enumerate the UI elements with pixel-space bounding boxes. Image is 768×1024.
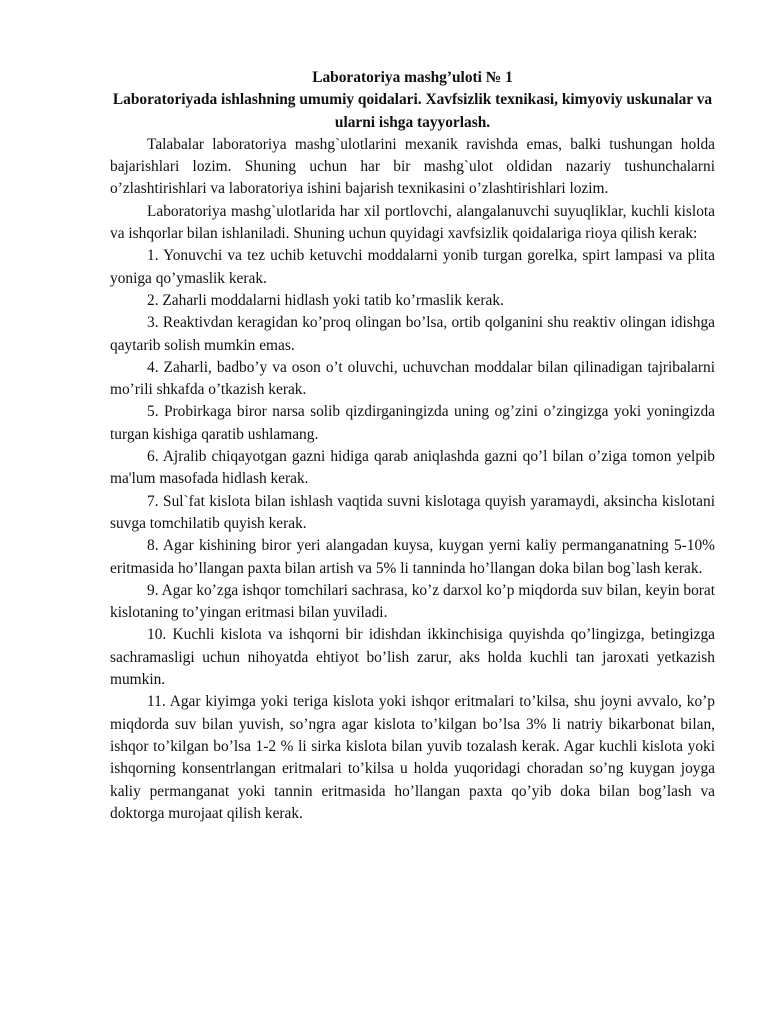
intro-paragraph: Talabalar laboratoriya mashg`ulotlarini mexanik ravishda emas, balki tushungan holda bajarishlari lozim. Shuning uchun har bir mashg`ulot oldidan nazariy tushunchalarni o’zlashtirishlari va laboratoriya ishini bajarish texnikasini o’zlashtirishlari lozim. bbox=[110, 135, 715, 198]
rule-4: 4. Zaharli, badbo’y va oson o’t oluvchi, uchuvchan moddalar bilan qilinadigan tajribalarni mo’rili shkafda o’tkazish kerak. bbox=[110, 358, 715, 399]
rule-11: 11. Agar kiyimga yoki teriga kislota yoki ishqor eritmalari to’kilsa, shu joyni avvalo, ko’p miqdorda suv bilan yuvish, so’ngra agar kislota to’kilgan bo’lsa 3% li natriy bikarbonat bilan, ishqor to’kilgan bo’lsa 1-2 % li sirka kislota bilan yuvib tozalash kerak. Agar kuchli kislota yoki ishqorning konsentrlangan eritmalari to’kilsa u holda yuqoridagi choradan so’ng kuygan joyga kaliy permanganat yoki tannin eritmasida ho’llangan paxta qo’yib doka bilan bog’lash va doktorga murojaat qilish kerak. bbox=[110, 693, 715, 822]
document-heading bbox=[110, 67, 715, 134]
rule-10: 10. Kuchli kislota va ishqorni bir idishdan ikkinchisiga quyishda qo’lingizga, betingizga sachramasligi uchun nihoyatda ehtiyot bo’lish zarur, aks holda kuchli tan jaroxati yetkazish mumkin. bbox=[110, 626, 715, 689]
rule-6: 6. Ajralib chiqayotgan gazni hidiga qarab aniqlashda gazni qo’l bilan o’ziga tomon yelpib ma'lum masofada hidlash kerak. bbox=[110, 448, 715, 488]
document-subtitle: Laboratoriyada ishlashning umumiy qoidalari. Xavfsizlik texnikasi, kimyoviy uskunalar va ularni ishga tayyorlash. bbox=[112, 91, 713, 131]
rule-9: 9. Agar ko’zga ishqor tomchilari sachrasa, ko’z darxol ko’p miqdorda suv bilan, keyin borat kislotaning to’yingan eritmasi bilan yuviladi. bbox=[110, 581, 715, 622]
rule-8: 8. Agar kishining biror yeri alangadan kuysa, kuygan yerni kaliy permanganatning 5-10% eritmasida ho’llangan paxta bilan artish va 5% li tanninda ho’llangan doka bilan bog`lash kerak. bbox=[110, 537, 715, 577]
document-title: Laboratoriya mashg’uloti № 1 bbox=[312, 69, 513, 86]
rule-7: 7. Sul`fat kislota bilan ishlash vaqtida suvni kislotaga quyish yaramaydi, aksincha kislotani suvga tomchilatib quyish kerak. bbox=[110, 492, 715, 532]
safety-intro-paragraph: Laboratoriya mashg`ulotlarida har xil portlovchi, alangalanuvchi suyuqliklar, kuchli kislota va ishqorlar bilan ishlaniladi. Shuning uchun quyidagi xavfsizlik qoidalariga rioya qilish kerak: bbox=[110, 202, 715, 243]
rule-3: 3. Reaktivdan keragidan ko’proq olingan bo’lsa, ortib qolganini shu reaktiv olingan idishga qaytarib solish mumkin emas. bbox=[110, 314, 715, 354]
rule-2: 2. Zaharli moddalarni hidlash yoki tatib ko’rmaslik kerak. bbox=[147, 291, 504, 309]
rule-1: 1. Yonuvchi va tez uchib ketuvchi moddalarni yonib turgan gorelka, spirt lampasi va plita yoniga qo’ymaslik kerak. bbox=[110, 247, 715, 287]
rule-5: 5. Probirkaga biror narsa solib qizdirganingizda uning og’zini o’zingizga yoki yoningizda turgan kishiga qaratib ushlamang. bbox=[110, 403, 715, 443]
